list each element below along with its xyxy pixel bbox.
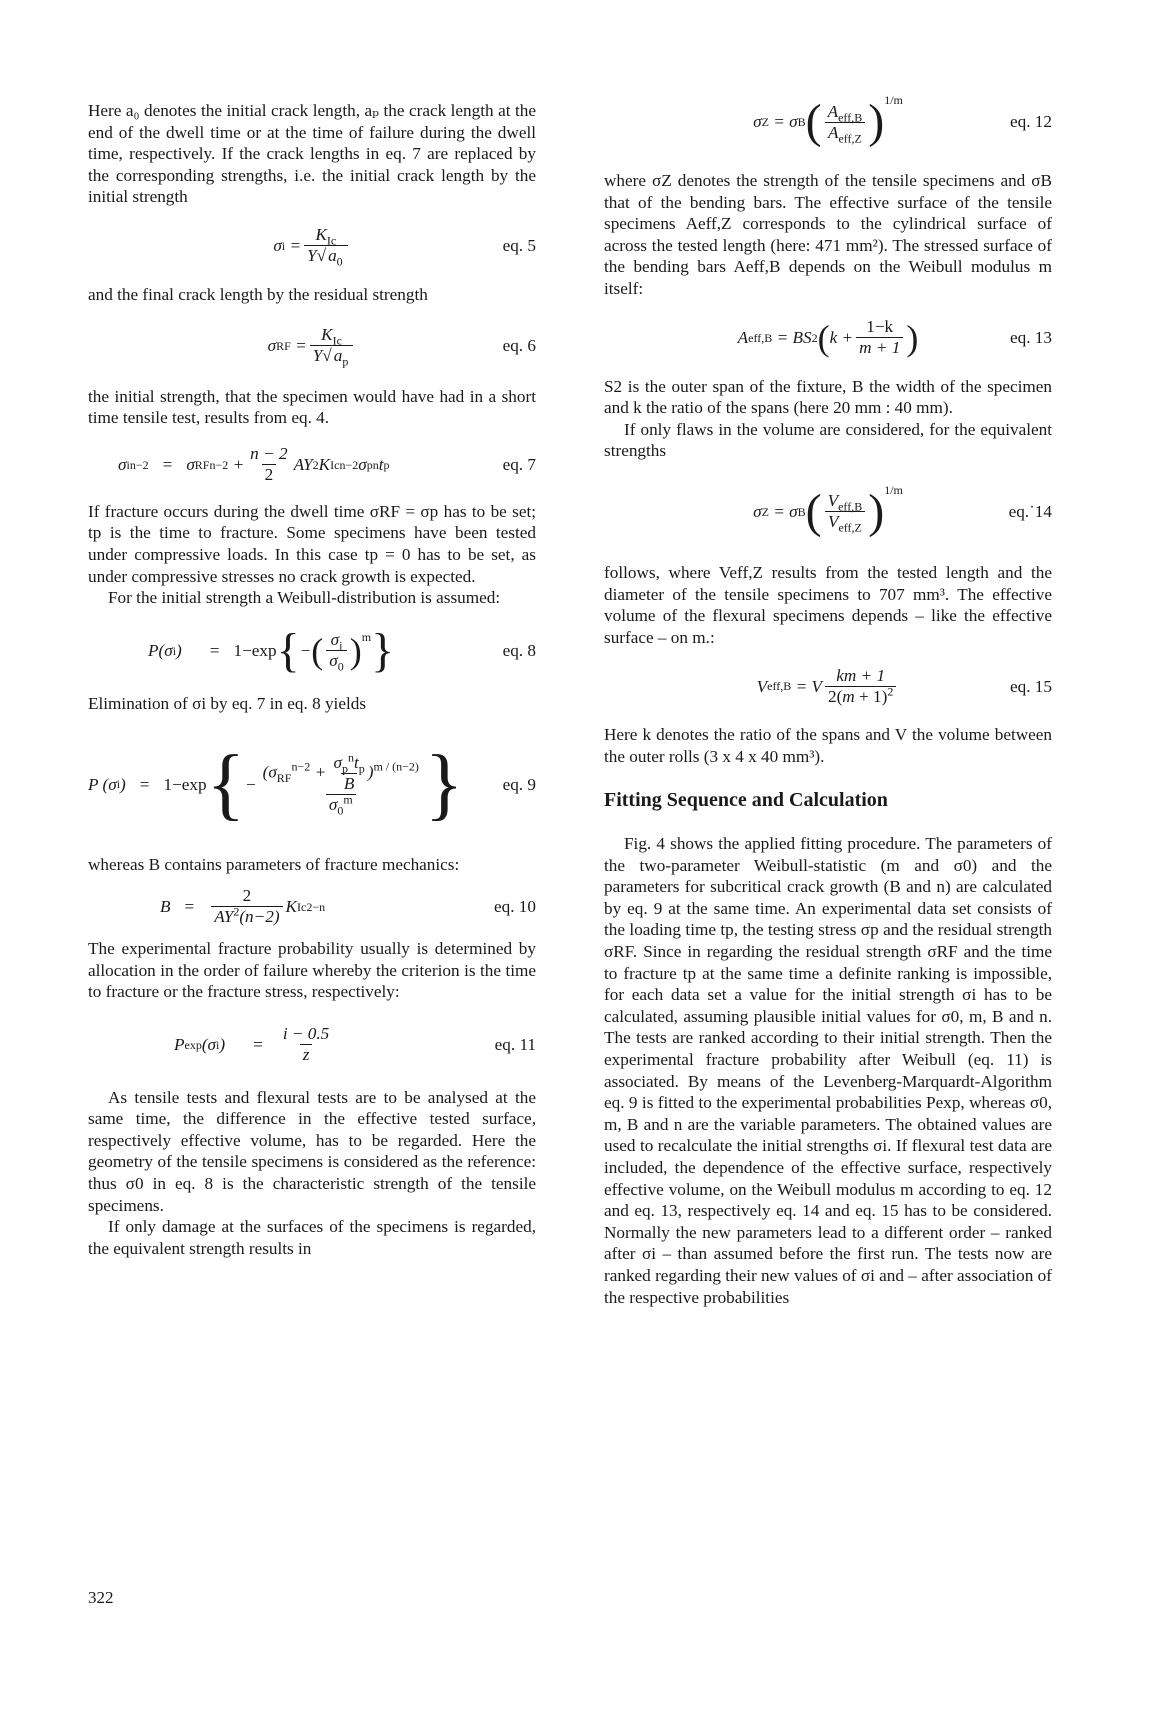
paragraph: Elimination of σi by eq. 7 in eq. 8 yields <box>88 693 367 713</box>
section-heading: Fitting Sequence and Calculation <box>604 788 888 811</box>
equation-number: eq. 15 <box>1009 676 1052 696</box>
paragraph: Here k denotes the ratio of the spans and V the volume between the outer rolls (3 x 4 x 40 mm³). <box>604 725 1052 766</box>
equation-number: eq. 7 <box>502 454 536 474</box>
equation-12: σ Z = σ B ( $\frac{A_{eff,B}}{A_{eff,Z}}$ ) $^{1/m}$ eq. 12 <box>753 93 1052 148</box>
equation-number: eq. 10 <box>493 897 536 917</box>
paragraph: S2 is the outer span of the fixture, B the width of the specimen and k the ratio of the spans (here 20 mm : 40 mm). <box>604 376 1052 418</box>
equation-10: B = $\frac{2}{AY^2(n-2)}$ K Ic 2−n eq. 10 <box>160 886 536 927</box>
paragraph: and the final crack length by the residual strength <box>88 284 428 304</box>
equation-number: eq. 12 <box>1009 112 1052 132</box>
equation-number: eq. 6 <box>502 335 536 355</box>
equation-number: eq. 11 <box>494 1034 536 1054</box>
paragraph: If only damage at the surfaces of the specimens is regarded, the equivalent strength results in <box>88 1217 536 1258</box>
paragraph: where σZ denotes the strength of the tensile specimens and σB that of the bending bars. The effective surface of the tensile specimens Aeff,Z corresponds to the cylindrical surface of across the tested length (here: 471 mm²). The stressed surface of the bending bars Aeff,B depends on the Weibull modulus m itself: <box>604 171 1052 298</box>
equation-number: eq. 9 <box>502 774 536 794</box>
equation-11: P exp (σ i ) = $\frac{i - 0.5}{z}$ eq. 11 <box>174 1024 536 1065</box>
paragraph: As tensile tests and flexural tests are to be analysed at the same time, the difference in the effective tested surface, respectively effective volume, has to be regarded. Here the geometry of the tensile specimens is considered as the reference: thus σ0 in eq. 8 is the characteristic strength of the tensile specimens. <box>88 1087 536 1215</box>
equation-number: eq. 5 <box>502 236 536 256</box>
paragraph: follows, where Veff,Z results from the tested length and the diameter of the tensile specimens to 707 mm³. The effective volume of the flexural specimens depends – like the effective surface – on m.: <box>604 562 1052 647</box>
paragraph: the initial strength, that the specimen would have had in a short time tensile test, results from eq. 4. <box>88 386 536 428</box>
paragraph: whereas B contains parameters of fracture mechanics: <box>88 855 460 875</box>
page-number: 322 <box>88 1588 114 1607</box>
paragraph: Fig. 4 shows the applied fitting procedure. The parameters of the two-parameter Weibull-statistic (m and σ0) and the parameters for subcritical crack growth (B and n) are calculated by eq. 9 at the same time. An experimental data set consists of the loading time tp, the testing stress σp and the residual strength σRF. Since in regarding the residual strength σRF and the time to fracture tp at the same time a definite ranking is impossible, for each data set a value for the initial strength σi has to be calculated, assuming plausible initial values for σ0, m, B and n. The tests are ranked according to their initial strength. Then the experimental fracture probability after Weibull (eq. 11) is associated. By means of the Levenberg-Marquardt-Algorithm eq. 9 is fitted to the experimental probabilities Pexp, whereas σ0, m, B and n are the variable parameters. The obtained values are used to recalculate the initial strengths σi. If flexural test data are included, the dependence of the effective surface, respectively effective volume, on the Weibull modulus m according to eq. 12 and eq. 13, respectively eq. 14 and eq. 15 has to be considered. Normally the new parameters lead to a different order – ranked after σi – than assumed before the first run. The tests now are ranked regarding their new values of σi and – after association of the respective probabilities <box>604 834 1052 1307</box>
left-column <box>88 100 536 1259</box>
right-column <box>604 74 1052 1308</box>
paragraph: For the initial strength a Weibull-distribution is assumed: <box>108 588 501 608</box>
equation-number: eq. 8 <box>502 640 536 660</box>
equation-number: eq.˙14 <box>1008 502 1052 522</box>
equation-8: P(σ i ) = 1−exp { − ( $\frac{\sigma_i}{\sigma_0}$ ) $^m$ } eq. 8 <box>148 623 536 677</box>
equation-14: σ Z = σ B ( $\frac{V_{eff,B}}{V_{eff,Z}}$ ) $^{1/m}$ eq.˙14 <box>753 482 1052 538</box>
equation-number: eq. 13 <box>1009 327 1052 347</box>
paragraph: The experimental fracture probability usually is determined by allocation in the order of failure whereby the criterion is the time to fracture or the fracture stress, respectively: <box>88 938 536 1002</box>
paragraph: If fracture occurs during the dwell time σRF = σp has to be set; tp is the time to fracture. Some specimens have been tested under compressive loads. In this case tp = 0 has to be set, as under compressive stresses no crack growth is expected. <box>88 501 536 586</box>
equation-15: V eff,B = V $\frac{km + 1}{2(m + 1)^2}$ eq. 15 <box>756 665 1052 706</box>
paragraph: If only flaws in the volume are considered, for the equivalent strengths <box>604 419 1052 461</box>
equation-5: σ i = $\frac{K_{Ic}}{Y√ a_0}$ eq. 5 <box>273 225 536 269</box>
equation-9: P (σ i ) = 1−exp { − ($\sigma_{RF}^{n-2}$ + $\frac{\sigma_p^nt_p}{B}$ )$^{m / (n-2)}$ $\sigma_0^m$ } eq. 9 <box>88 740 536 829</box>
equation-7: σ i n−2 = σ RF n−2 + $\frac{n - 2}{2}$ AY 2 K Ic n−2 σ p n t p eq. 7 <box>118 444 536 485</box>
equation-13: A eff,B = BS 2 ( k + $\frac{1-k}{m + 1}$ ) eq. 13 <box>737 317 1052 358</box>
equation-6: σ RF = $\frac{K_{Ic}}{Y√ a_p}$ eq. 6 <box>267 325 536 369</box>
paragraph: Here a₀ denotes the initial crack length, aₚ the crack length at the end of the dwell time or at the time of failure during the dwell time, respectively. If the crack lengths in eq. 7 are replaced by the corresponding strengths, i.e. the initial crack length by the initial strength <box>88 101 536 207</box>
